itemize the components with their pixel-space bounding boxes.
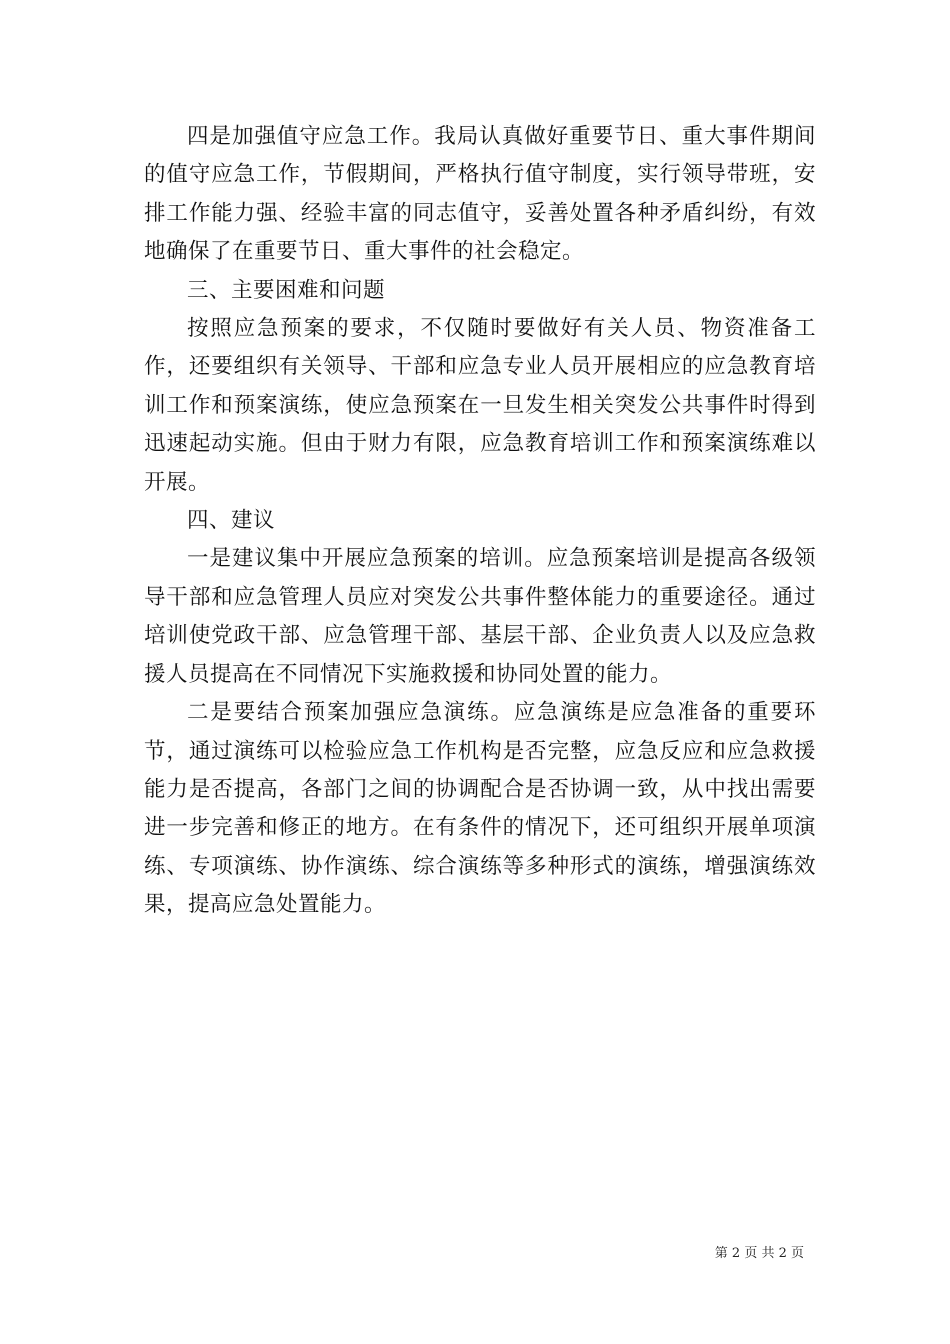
document-body — [144, 118, 816, 925]
paragraph-difficulties: 按照应急预案的要求，不仅随时要做好有关人员、物资准备工作，还要组织有关领导、干部和应急专业人员开展相应的应急教育培训工作和预案演练，使应急预案在一旦发生相关突发公共事件时得到迅速起动实施。但由于财力有限，应急教育培训工作和预案演练难以开展。 — [144, 316, 816, 495]
page-number: 第 2 页 共 2 页 — [714, 1246, 804, 1261]
paragraph-duty-emergency: 四是加强值守应急工作。我局认真做好重要节日、重大事件期间的值守应急工作，节假期间，严格执行值守制度，实行领导带班，安排工作能力强、经验丰富的同志值守，妥善处置各种矛盾纠纷，有效地确保了在重要节日、重大事件的社会稳定。 — [144, 124, 816, 265]
paragraph-suggestion-training: 一是建议集中开展应急预案的培训。应急预案培训是提高各级领导干部和应急管理人员应对突发公共事件整体能力的重要途径。通过培训使党政干部、应急管理干部、基层干部、企业负责人以及应急救援人员提高在不同情况下实施救援和协同处置的能力。 — [144, 546, 816, 687]
paragraph-suggestion-drills: 二是要结合预案加强应急演练。应急演练是应急准备的重要环节，通过演练可以检验应急工作机构是否完整，应急反应和应急救援能力是否提高，各部门之间的协调配合是否协调一致，从中找出需要进一步完善和修正的地方。在有条件的情况下，还可组织开展单项演练、专项演练、协作演练、综合演练等多种形式的演练，增强演练效果，提高应急处置能力。 — [144, 700, 816, 918]
section-heading-difficulties: 三、主要困难和问题 — [187, 277, 386, 303]
section-heading-suggestions: 四、建议 — [187, 508, 276, 534]
